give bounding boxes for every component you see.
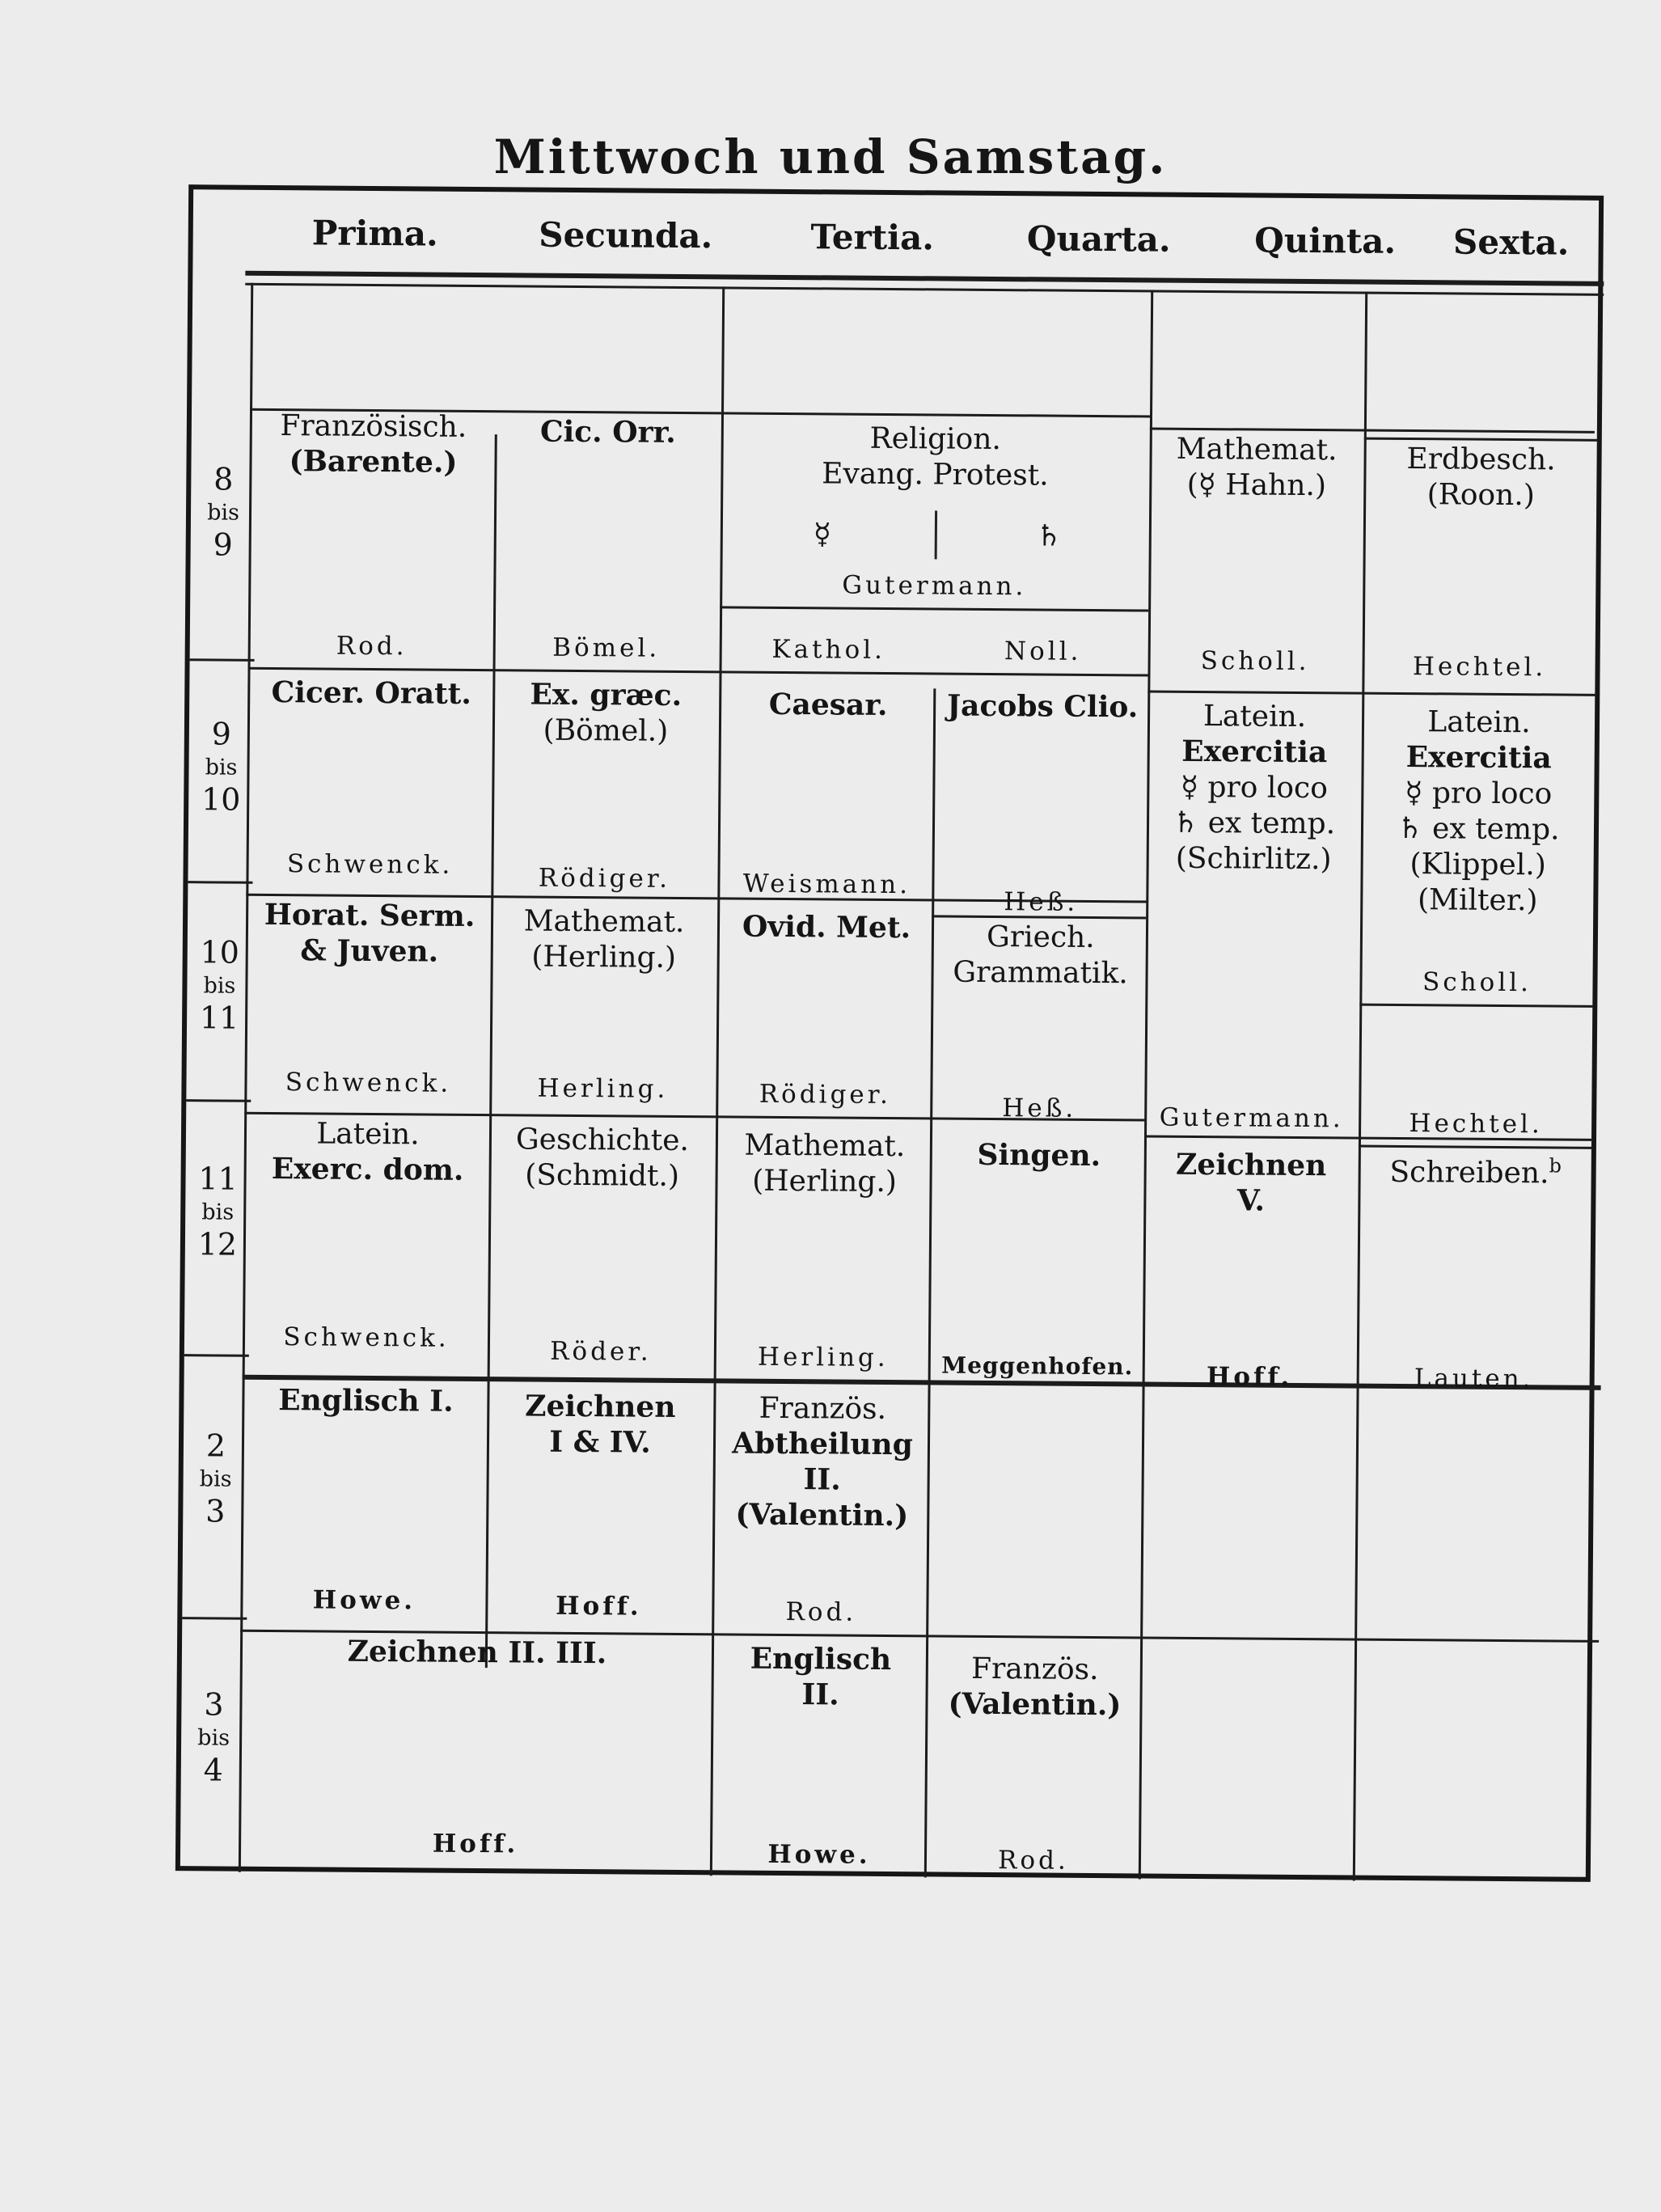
teacher-sexta-2: Scholl. [1422,967,1532,998]
col-rule-1 [485,434,497,1668]
cell-prima-1: Französisch. (Barente.) [280,409,467,480]
time-rule-1 [190,658,255,662]
time-11-12: 11 bis 12 [197,1161,238,1262]
cell-quarta-4: Singen. [977,1137,1101,1174]
time-rule-4 [184,1354,249,1357]
header-prima: Prima. [311,213,438,254]
time-9-10: 9 bis 10 [201,716,241,818]
col-rule-5 [1353,292,1367,1881]
header-rule-thin [245,283,1604,296]
teacher-tertia-kathol: Kathol. [771,634,886,665]
col-rule-4 [1139,290,1153,1880]
cell-sexta-4: Schreiben.$^b$ [1389,1154,1562,1191]
cell-prima-secunda-6: Zeichnen II. III. [347,1634,607,1671]
cell-sexta-2: Latein. Exercitia ☿ pro loco ♄ ex temp. (Klippel.) (Milter.) [1397,705,1560,917]
time-rule-3 [186,1099,251,1102]
mercury-symbol: ☿ [813,518,832,552]
header-quinta: Quinta. [1254,220,1397,261]
row-rule-4-sexta [1359,1145,1593,1149]
timetable [175,184,1604,1882]
teacher-secunda-1: Bömel. [552,632,661,663]
teacher-prima-3: Schwenck. [285,1068,452,1098]
teacher-quarta-1: Noll. [1004,637,1082,666]
teacher-quinta-4: Hoff. [1206,1362,1293,1392]
cell-prima-4: Latein. Exerc. dom. [271,1117,464,1187]
religion-divider [935,510,937,559]
cell-quinta-2: Latein. Exercitia ☿ pro loco ♄ ex temp. (Schirlitz.) [1172,700,1336,876]
teacher-religion: Gutermann. [842,570,1027,602]
header-secunda: Secunda. [539,214,713,256]
page-title: Mittwoch und Samstag. [493,129,1168,184]
teacher-prima-secunda-6: Hoff. [432,1829,519,1859]
teacher-prima-4: Schwenck. [283,1322,450,1353]
teacher-quarta-6: Rod. [997,1846,1069,1876]
cell-tertia-2: Caesar. [768,687,888,722]
time-rule-5 [182,1617,247,1620]
header-tertia: Tertia. [810,217,935,258]
teacher-secunda-3: Herling. [537,1073,669,1104]
teacher-prima-1: Rod. [336,631,408,662]
teacher-tertia-3: Rödiger. [759,1079,892,1110]
cell-sexta-1: Erdbesch. (Roon.) [1406,442,1556,513]
teacher-quarta-3: Heß. [1002,1093,1077,1123]
teacher-secunda-4: Röder. [550,1336,652,1367]
teacher-sexta-3: Hechtel. [1409,1109,1543,1140]
cell-quarta-3: Griech. Grammatik. [953,920,1128,991]
cell-tertia-6: Englisch II. [750,1641,892,1712]
header-sexta: Sexta. [1452,222,1570,263]
cell-quarta-6: Französ. (Valentin.) [948,1652,1122,1723]
row-rule-sexta-mid [1359,1004,1594,1008]
religion-bottom-rule [720,606,1148,611]
cell-secunda-1: Cic. Orr. [539,414,676,450]
teacher-sexta-4: Lauten. [1414,1364,1534,1394]
cell-tertia-5: Französ. Abtheilung II. (Valentin.) [732,1391,914,1533]
time-3-4: 3 bis 4 [197,1686,230,1788]
time-10-11: 10 bis 11 [199,934,240,1036]
teacher-secunda-2: Rödiger. [538,863,671,894]
row-rule-2-right [1147,690,1596,696]
teacher-tertia-6: Howe. [767,1839,871,1870]
row-rule-2 [248,667,1150,677]
cell-prima-5: Englisch I. [278,1383,454,1419]
cell-quinta-4: Zeichnen V. [1175,1147,1327,1218]
cell-secunda-2: Ex. græc. (Bömel.) [530,677,683,748]
teacher-quarta-2: Heß. [1004,887,1079,917]
cell-prima-3: Horat. Serm. & Juven. [264,897,475,969]
cell-religion: Religion. Evang. Protest. [822,421,1049,493]
teacher-quarta-4: Meggenhofen. [941,1351,1134,1381]
teacher-secunda-5: Hoff. [556,1591,642,1622]
cell-tertia-3: Ovid. Met. [742,909,911,945]
cell-prima-2: Cicer. Oratt. [271,675,472,711]
cell-tertia-4: Mathemat. (Herling.) [744,1128,906,1199]
teacher-tertia-4: Herling. [757,1342,889,1373]
cell-secunda-5: Zeichnen I & IV. [525,1389,676,1460]
teacher-prima-2: Schwenck. [286,849,454,880]
saturn-symbol: ♄ [1035,519,1063,553]
teacher-quinta-1: Scholl. [1200,646,1310,677]
time-2-3: 2 bis 3 [199,1427,232,1529]
cell-secunda-3: Mathemat. (Herling.) [523,904,685,975]
cell-quinta-1: Mathemat. (☿ Hahn.) [1176,432,1338,503]
teacher-quinta-3: Gutermann. [1159,1102,1344,1134]
header-quarta: Quarta. [1026,218,1171,260]
teacher-tertia-5: Rod. [785,1597,857,1627]
teacher-tertia-2: Weismann. [742,869,911,900]
time-rule-2 [188,881,252,884]
teacher-sexta-1: Hechtel. [1412,652,1547,683]
cell-secunda-4: Geschichte. (Schmidt.) [515,1123,690,1193]
teacher-prima-5: Howe. [312,1585,416,1616]
time-8-9: 8 bis 9 [207,461,240,563]
cell-quarta-2: Jacobs Clio. [946,688,1139,725]
